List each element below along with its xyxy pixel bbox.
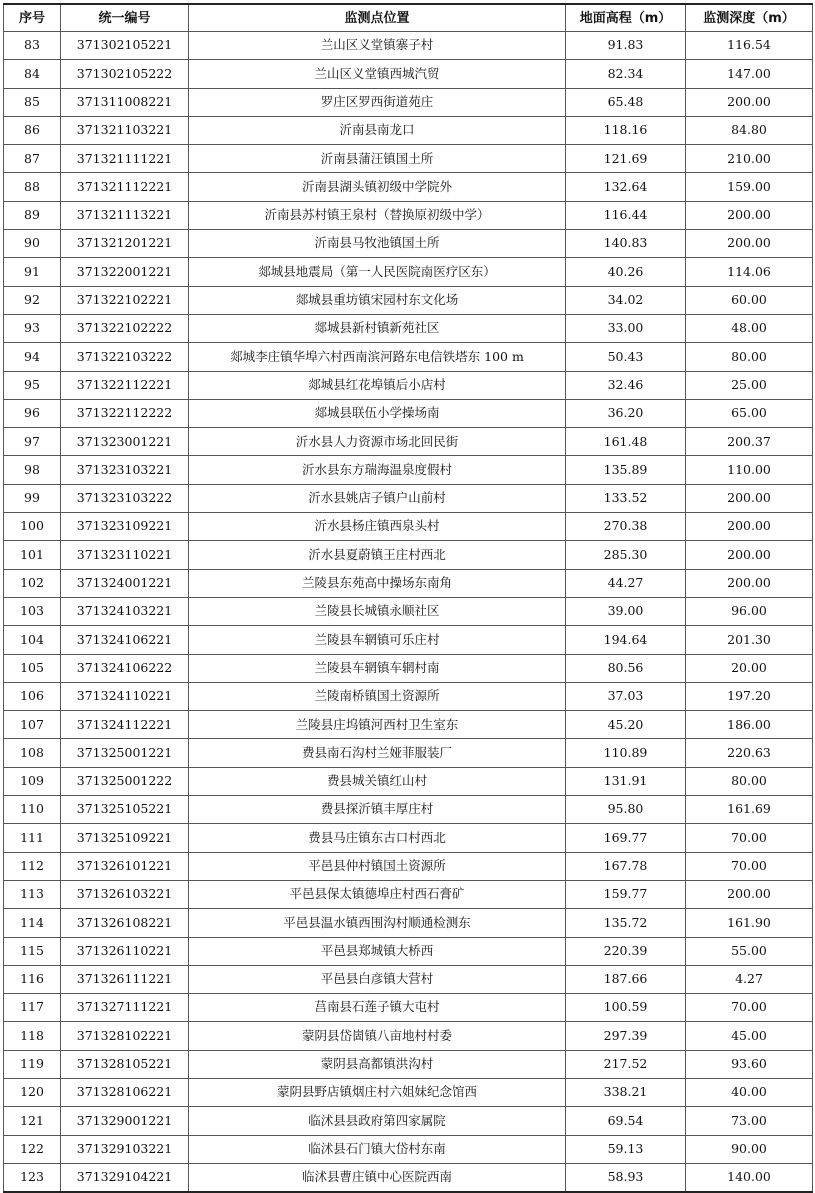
cell-code: 371329103221 <box>61 1135 189 1163</box>
cell-elevation: 116.44 <box>566 201 686 229</box>
cell-seq: 88 <box>4 173 61 201</box>
cell-code: 371325105221 <box>61 796 189 824</box>
cell-depth: 90.00 <box>686 1135 813 1163</box>
cell-depth: 140.00 <box>686 1163 813 1192</box>
cell-depth: 80.00 <box>686 767 813 795</box>
cell-location: 临沭县石门镇大岱村东南 <box>189 1135 566 1163</box>
cell-code: 371328105221 <box>61 1050 189 1078</box>
cell-location: 莒南县石莲子镇大屯村 <box>189 994 566 1022</box>
cell-depth: 200.00 <box>686 88 813 116</box>
cell-seq: 108 <box>4 739 61 767</box>
cell-depth: 73.00 <box>686 1107 813 1135</box>
cell-elevation: 133.52 <box>566 484 686 512</box>
table-row <box>4 880 813 908</box>
cell-location: 郯城县新村镇新苑社区 <box>189 314 566 342</box>
cell-seq: 121 <box>4 1107 61 1135</box>
cell-location: 兰陵县庄坞镇河西村卫生室东 <box>189 711 566 739</box>
cell-location: 沂南县湖头镇初级中学院外 <box>189 173 566 201</box>
cell-elevation: 44.27 <box>566 569 686 597</box>
cell-location: 平邑县仲村镇国土资源所 <box>189 852 566 880</box>
cell-seq: 105 <box>4 654 61 682</box>
table-row <box>4 767 813 795</box>
cell-location: 郯城李庄镇华埠六村西南滨河路东电信铁塔东 100 m <box>189 343 566 371</box>
table-row <box>4 994 813 1022</box>
cell-code: 371324106221 <box>61 626 189 654</box>
cell-elevation: 220.39 <box>566 937 686 965</box>
cell-depth: 197.20 <box>686 682 813 710</box>
table-row <box>4 796 813 824</box>
cell-depth: 45.00 <box>686 1022 813 1050</box>
table-row <box>4 965 813 993</box>
cell-code: 371325001221 <box>61 739 189 767</box>
cell-location: 沂南县马牧池镇国土所 <box>189 230 566 258</box>
cell-code: 371325001222 <box>61 767 189 795</box>
cell-seq: 111 <box>4 824 61 852</box>
cell-depth: 200.00 <box>686 541 813 569</box>
cell-code: 371322112221 <box>61 371 189 399</box>
cell-elevation: 33.00 <box>566 314 686 342</box>
cell-code: 371324103221 <box>61 597 189 625</box>
cell-depth: 55.00 <box>686 937 813 965</box>
cell-location: 费县南石沟村兰娅菲服装厂 <box>189 739 566 767</box>
cell-code: 371324112221 <box>61 711 189 739</box>
header-row <box>4 4 813 32</box>
cell-location: 兰山区义堂镇西城汽贸 <box>189 60 566 88</box>
cell-seq: 92 <box>4 286 61 314</box>
cell-seq: 118 <box>4 1022 61 1050</box>
cell-depth: 20.00 <box>686 654 813 682</box>
cell-depth: 110.00 <box>686 456 813 484</box>
cell-code: 371327111221 <box>61 994 189 1022</box>
cell-elevation: 59.13 <box>566 1135 686 1163</box>
table-row <box>4 32 813 60</box>
cell-seq: 112 <box>4 852 61 880</box>
cell-depth: 96.00 <box>686 597 813 625</box>
cell-seq: 87 <box>4 145 61 173</box>
cell-depth: 200.00 <box>686 484 813 512</box>
cell-seq: 103 <box>4 597 61 625</box>
table-row <box>4 626 813 654</box>
header-elevation: 地面高程（m） <box>566 4 686 32</box>
cell-location: 沂南县蒲汪镇国土所 <box>189 145 566 173</box>
cell-depth: 65.00 <box>686 399 813 427</box>
table-row <box>4 258 813 286</box>
cell-seq: 101 <box>4 541 61 569</box>
cell-location: 平邑县白彦镇大营村 <box>189 965 566 993</box>
header-depth: 监测深度（m） <box>686 4 813 32</box>
table-row <box>4 60 813 88</box>
table-row <box>4 824 813 852</box>
table-body <box>4 32 813 1193</box>
cell-code: 371311008221 <box>61 88 189 116</box>
cell-seq: 83 <box>4 32 61 60</box>
cell-location: 沂南县苏村镇王泉村（替换原初级中学） <box>189 201 566 229</box>
table-row <box>4 116 813 144</box>
cell-code: 371322102222 <box>61 314 189 342</box>
cell-code: 371326103221 <box>61 880 189 908</box>
cell-location: 沂水县杨庄镇西泉头村 <box>189 513 566 541</box>
cell-elevation: 110.89 <box>566 739 686 767</box>
cell-elevation: 39.00 <box>566 597 686 625</box>
cell-depth: 200.00 <box>686 513 813 541</box>
cell-code: 371323109221 <box>61 513 189 541</box>
table-row <box>4 314 813 342</box>
cell-seq: 107 <box>4 711 61 739</box>
cell-location: 兰陵县车辋镇可乐庄村 <box>189 626 566 654</box>
table-row <box>4 909 813 937</box>
cell-elevation: 118.16 <box>566 116 686 144</box>
cell-elevation: 80.56 <box>566 654 686 682</box>
cell-location: 沂南县南龙口 <box>189 116 566 144</box>
cell-elevation: 34.02 <box>566 286 686 314</box>
cell-elevation: 270.38 <box>566 513 686 541</box>
cell-depth: 48.00 <box>686 314 813 342</box>
table-row <box>4 654 813 682</box>
cell-depth: 200.00 <box>686 201 813 229</box>
cell-elevation: 140.83 <box>566 230 686 258</box>
cell-code: 371324110221 <box>61 682 189 710</box>
cell-elevation: 37.03 <box>566 682 686 710</box>
table-row <box>4 428 813 456</box>
cell-code: 371321103221 <box>61 116 189 144</box>
cell-depth: 147.00 <box>686 60 813 88</box>
cell-seq: 122 <box>4 1135 61 1163</box>
cell-seq: 93 <box>4 314 61 342</box>
cell-depth: 70.00 <box>686 824 813 852</box>
cell-code: 371321201221 <box>61 230 189 258</box>
table-row <box>4 513 813 541</box>
cell-location: 蒙阴县岱崮镇八亩地村村委 <box>189 1022 566 1050</box>
cell-seq: 113 <box>4 880 61 908</box>
cell-code: 371302105221 <box>61 32 189 60</box>
header-location: 监测点位置 <box>189 4 566 32</box>
cell-depth: 201.30 <box>686 626 813 654</box>
table-row <box>4 88 813 116</box>
cell-elevation: 131.91 <box>566 767 686 795</box>
cell-elevation: 167.78 <box>566 852 686 880</box>
cell-location: 兰陵县东苑高中操场东南角 <box>189 569 566 597</box>
cell-depth: 200.00 <box>686 230 813 258</box>
cell-seq: 116 <box>4 965 61 993</box>
cell-depth: 200.00 <box>686 880 813 908</box>
cell-code: 371321113221 <box>61 201 189 229</box>
cell-seq: 97 <box>4 428 61 456</box>
cell-depth: 116.54 <box>686 32 813 60</box>
cell-depth: 4.27 <box>686 965 813 993</box>
cell-location: 费县探沂镇丰厚庄村 <box>189 796 566 824</box>
cell-elevation: 194.64 <box>566 626 686 654</box>
cell-elevation: 135.72 <box>566 909 686 937</box>
table-row <box>4 286 813 314</box>
cell-location: 兰陵县车辋镇车辋村南 <box>189 654 566 682</box>
cell-elevation: 217.52 <box>566 1050 686 1078</box>
cell-elevation: 338.21 <box>566 1078 686 1106</box>
cell-code: 371323103222 <box>61 484 189 512</box>
cell-seq: 117 <box>4 994 61 1022</box>
cell-elevation: 82.34 <box>566 60 686 88</box>
cell-elevation: 69.54 <box>566 1107 686 1135</box>
cell-seq: 115 <box>4 937 61 965</box>
table-row <box>4 682 813 710</box>
cell-seq: 123 <box>4 1163 61 1192</box>
cell-location: 沂水县东方瑞海温泉度假村 <box>189 456 566 484</box>
cell-code: 371322112222 <box>61 399 189 427</box>
cell-seq: 90 <box>4 230 61 258</box>
table-row <box>4 937 813 965</box>
cell-code: 371326111221 <box>61 965 189 993</box>
cell-seq: 106 <box>4 682 61 710</box>
cell-location: 蒙阴县野店镇烟庄村六姐妹纪念馆西 <box>189 1078 566 1106</box>
cell-seq: 110 <box>4 796 61 824</box>
cell-elevation: 58.93 <box>566 1163 686 1192</box>
cell-depth: 161.90 <box>686 909 813 937</box>
cell-depth: 70.00 <box>686 852 813 880</box>
table-row <box>4 569 813 597</box>
table-row <box>4 1022 813 1050</box>
cell-seq: 102 <box>4 569 61 597</box>
monitoring-points-table <box>3 3 813 1193</box>
cell-elevation: 121.69 <box>566 145 686 173</box>
cell-seq: 96 <box>4 399 61 427</box>
cell-code: 371324106222 <box>61 654 189 682</box>
cell-depth: 200.00 <box>686 569 813 597</box>
table-row <box>4 597 813 625</box>
cell-seq: 100 <box>4 513 61 541</box>
cell-seq: 114 <box>4 909 61 937</box>
cell-seq: 104 <box>4 626 61 654</box>
cell-code: 371329104221 <box>61 1163 189 1192</box>
cell-depth: 161.69 <box>686 796 813 824</box>
cell-elevation: 40.26 <box>566 258 686 286</box>
cell-code: 371325109221 <box>61 824 189 852</box>
table-row <box>4 343 813 371</box>
cell-elevation: 132.64 <box>566 173 686 201</box>
cell-location: 临沭县县政府第四家属院 <box>189 1107 566 1135</box>
header-seq: 序号 <box>4 4 61 32</box>
table-row <box>4 371 813 399</box>
cell-location: 平邑县郑城镇大桥西 <box>189 937 566 965</box>
cell-location: 费县城关镇红山村 <box>189 767 566 795</box>
cell-depth: 200.37 <box>686 428 813 456</box>
table-row <box>4 852 813 880</box>
table-row <box>4 173 813 201</box>
cell-depth: 93.60 <box>686 1050 813 1078</box>
cell-seq: 120 <box>4 1078 61 1106</box>
cell-elevation: 285.30 <box>566 541 686 569</box>
cell-seq: 89 <box>4 201 61 229</box>
cell-depth: 25.00 <box>686 371 813 399</box>
cell-code: 371323001221 <box>61 428 189 456</box>
cell-code: 371326110221 <box>61 937 189 965</box>
cell-elevation: 32.46 <box>566 371 686 399</box>
cell-location: 郯城县红花埠镇后小店村 <box>189 371 566 399</box>
cell-elevation: 45.20 <box>566 711 686 739</box>
table-row <box>4 1050 813 1078</box>
table-header <box>4 4 813 32</box>
cell-code: 371321112221 <box>61 173 189 201</box>
cell-code: 371329001221 <box>61 1107 189 1135</box>
table-row <box>4 711 813 739</box>
cell-seq: 85 <box>4 88 61 116</box>
cell-location: 沂水县姚店子镇户山前村 <box>189 484 566 512</box>
cell-location: 郯城县重坊镇宋园村东文化场 <box>189 286 566 314</box>
cell-depth: 114.06 <box>686 258 813 286</box>
cell-depth: 70.00 <box>686 994 813 1022</box>
cell-seq: 84 <box>4 60 61 88</box>
cell-code: 371302105222 <box>61 60 189 88</box>
cell-elevation: 91.83 <box>566 32 686 60</box>
cell-location: 平邑县温水镇西围沟村顺通检测东 <box>189 909 566 937</box>
cell-elevation: 297.39 <box>566 1022 686 1050</box>
cell-location: 兰山区义堂镇寨子村 <box>189 32 566 60</box>
cell-depth: 210.00 <box>686 145 813 173</box>
cell-depth: 80.00 <box>686 343 813 371</box>
cell-code: 371324001221 <box>61 569 189 597</box>
table-row <box>4 484 813 512</box>
cell-depth: 186.00 <box>686 711 813 739</box>
cell-elevation: 187.66 <box>566 965 686 993</box>
cell-code: 371326101221 <box>61 852 189 880</box>
cell-code: 371323110221 <box>61 541 189 569</box>
table-row <box>4 1107 813 1135</box>
cell-location: 兰陵县长城镇永顺社区 <box>189 597 566 625</box>
cell-elevation: 65.48 <box>566 88 686 116</box>
cell-location: 沂水县人力资源市场北回民街 <box>189 428 566 456</box>
cell-elevation: 161.48 <box>566 428 686 456</box>
cell-code: 371323103221 <box>61 456 189 484</box>
cell-seq: 95 <box>4 371 61 399</box>
cell-seq: 99 <box>4 484 61 512</box>
table-row <box>4 399 813 427</box>
cell-elevation: 36.20 <box>566 399 686 427</box>
cell-depth: 159.00 <box>686 173 813 201</box>
cell-code: 371326108221 <box>61 909 189 937</box>
cell-elevation: 159.77 <box>566 880 686 908</box>
cell-depth: 84.80 <box>686 116 813 144</box>
cell-depth: 60.00 <box>686 286 813 314</box>
cell-code: 371328106221 <box>61 1078 189 1106</box>
table-row <box>4 1163 813 1192</box>
cell-depth: 40.00 <box>686 1078 813 1106</box>
table-row <box>4 145 813 173</box>
table-row <box>4 230 813 258</box>
cell-location: 罗庄区罗西街道苑庄 <box>189 88 566 116</box>
cell-depth: 220.63 <box>686 739 813 767</box>
cell-location: 蒙阴县高都镇洪沟村 <box>189 1050 566 1078</box>
cell-code: 371321111221 <box>61 145 189 173</box>
table-row <box>4 1135 813 1163</box>
cell-seq: 94 <box>4 343 61 371</box>
table-row <box>4 456 813 484</box>
cell-seq: 98 <box>4 456 61 484</box>
cell-code: 371328102221 <box>61 1022 189 1050</box>
cell-code: 371322102221 <box>61 286 189 314</box>
cell-elevation: 95.80 <box>566 796 686 824</box>
header-code: 统一编号 <box>61 4 189 32</box>
table-row <box>4 201 813 229</box>
cell-seq: 86 <box>4 116 61 144</box>
cell-seq: 91 <box>4 258 61 286</box>
cell-location: 费县马庄镇东古口村西北 <box>189 824 566 852</box>
cell-location: 兰陵南桥镇国土资源所 <box>189 682 566 710</box>
cell-seq: 119 <box>4 1050 61 1078</box>
cell-elevation: 135.89 <box>566 456 686 484</box>
cell-elevation: 169.77 <box>566 824 686 852</box>
cell-location: 平邑县保太镇德埠庄村西石膏矿 <box>189 880 566 908</box>
cell-location: 郯城县地震局（第一人民医院南医疗区东） <box>189 258 566 286</box>
cell-location: 郯城县联伍小学操场南 <box>189 399 566 427</box>
cell-elevation: 50.43 <box>566 343 686 371</box>
table-row <box>4 541 813 569</box>
cell-location: 临沭县曹庄镇中心医院西南 <box>189 1163 566 1192</box>
cell-elevation: 100.59 <box>566 994 686 1022</box>
cell-code: 371322103222 <box>61 343 189 371</box>
cell-seq: 109 <box>4 767 61 795</box>
table-row <box>4 739 813 767</box>
cell-location: 沂水县夏蔚镇王庄村西北 <box>189 541 566 569</box>
cell-code: 371322001221 <box>61 258 189 286</box>
table-row <box>4 1078 813 1106</box>
